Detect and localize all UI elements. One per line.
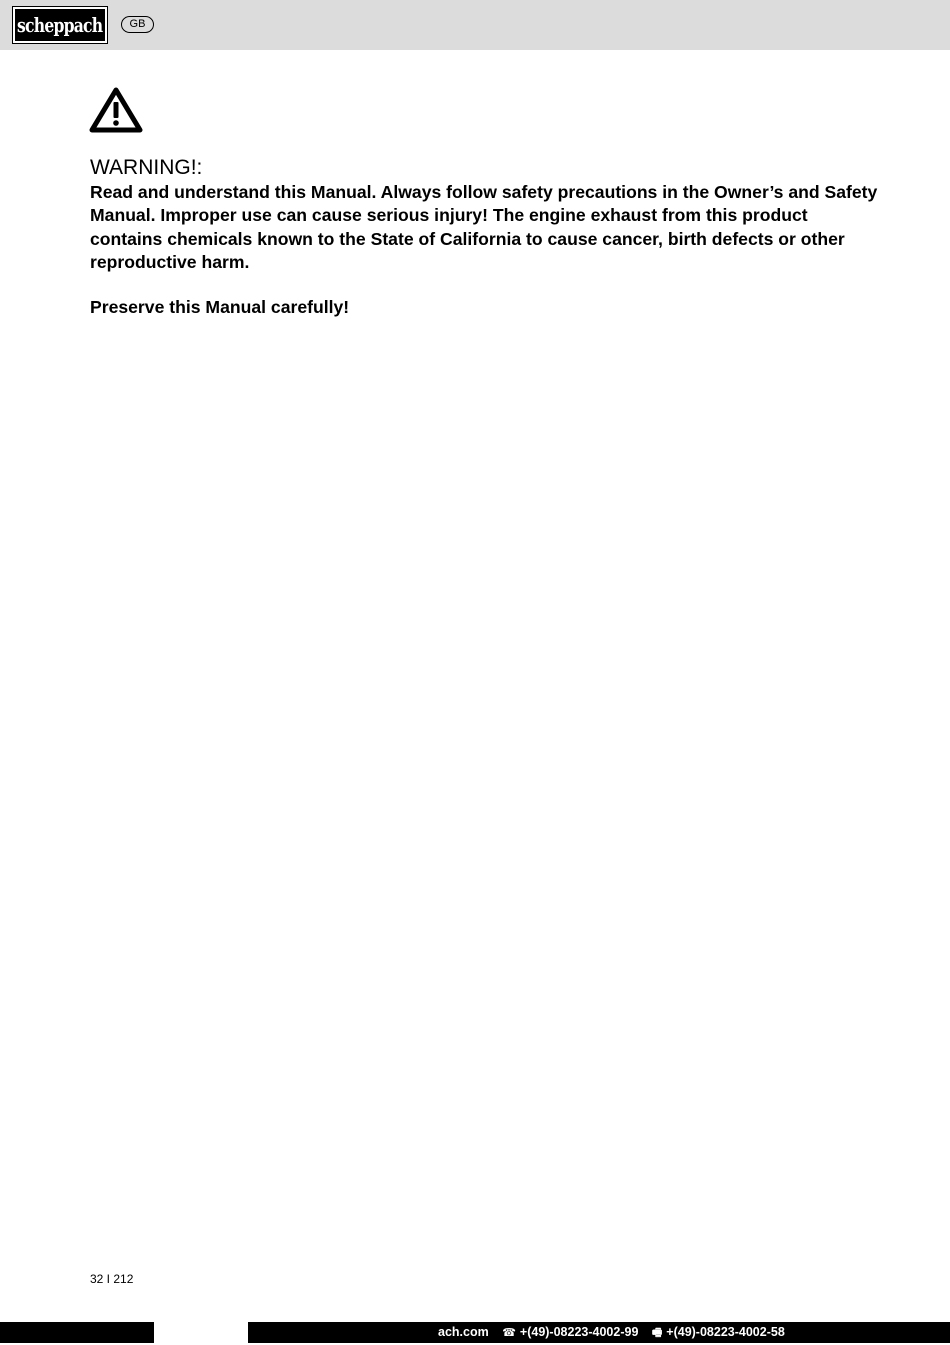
footer-phone xyxy=(502,1325,638,1341)
phone-icon: ☎ xyxy=(502,1327,516,1339)
footer-bar xyxy=(0,1322,950,1343)
footer-website[interactable]: ach.com xyxy=(438,1325,489,1339)
phone-number: +(49)-08223-4002-99 xyxy=(519,1325,639,1339)
warning-text: Read and understand this Manual. Always follow safety precautions in the Owner’s and Safety Manual. Improper use can cause serious injury! The engine exhaust from this product contains chemicals known to the State of California to cause cancer, birth defects or other reproductive harm. xyxy=(90,182,878,272)
header-bar xyxy=(0,0,950,50)
fax-number: +(49)-08223-4002-58 xyxy=(666,1325,785,1339)
warning-triangle-icon xyxy=(89,86,143,134)
page-number: 32 I 212 xyxy=(90,1272,134,1286)
footer-contact xyxy=(438,1325,795,1341)
fax-icon: 🖷 xyxy=(651,1327,663,1339)
preserve-notice: Preserve this Manual carefully! xyxy=(90,297,350,317)
warning-title: WARNING!: xyxy=(90,156,203,179)
footer-gap xyxy=(154,1322,248,1343)
language-badge: GB xyxy=(121,16,154,33)
brand-logo xyxy=(13,7,107,43)
logo-text: scheppach xyxy=(17,13,103,37)
footer-fax xyxy=(652,1325,785,1341)
